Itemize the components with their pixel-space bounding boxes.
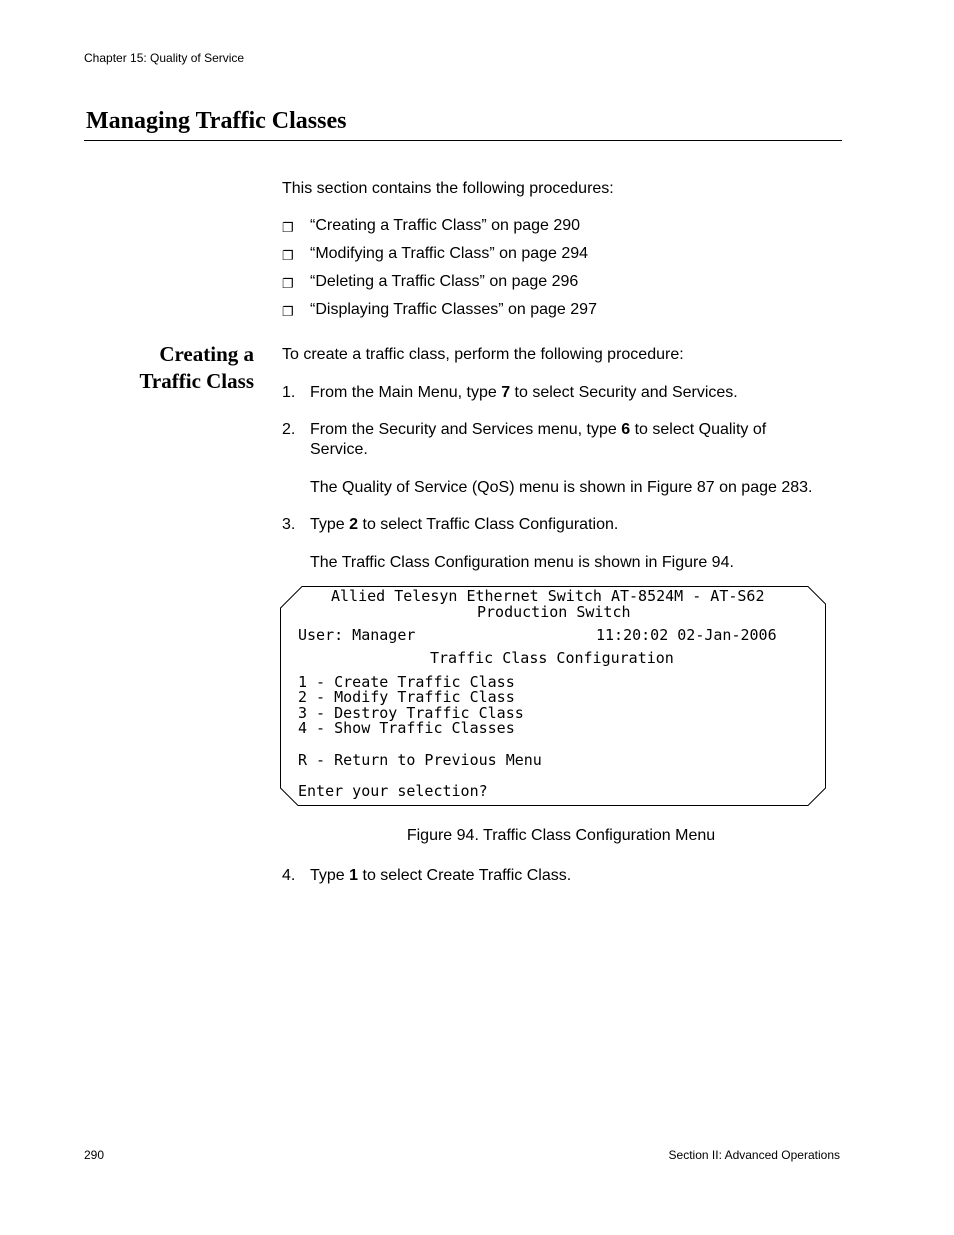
- step-text-post: to select Traffic Class Configuration.: [358, 516, 619, 533]
- step-text: [310, 383, 738, 403]
- step-key: 1: [349, 867, 359, 884]
- terminal-prompt: Enter your selection?: [298, 782, 488, 800]
- procedure-link[interactable]: “Modifying a Traffic Class” on page 294: [310, 245, 589, 262]
- procedure-link[interactable]: “Deleting a Traffic Class” on page 296: [310, 273, 579, 290]
- terminal-subtitle: Production Switch: [477, 603, 631, 621]
- page-number: 290: [84, 1148, 105, 1162]
- section-heading-line: Creating a: [159, 342, 254, 366]
- step-text: [310, 866, 571, 886]
- step-text-pre: Type: [310, 867, 350, 884]
- step-key: 7: [501, 384, 511, 401]
- terminal-title: Allied Telesyn Ethernet Switch AT-8524M - AT-S62: [331, 587, 765, 605]
- terminal-menu-title: Traffic Class Configuration: [430, 649, 674, 667]
- checkbox-bullet-icon: ❐: [282, 276, 294, 291]
- procedure-link[interactable]: “Creating a Traffic Class” on page 290: [310, 217, 581, 234]
- step-key: 2: [349, 516, 359, 533]
- intro-text: This section contains the following procedures:: [282, 180, 614, 197]
- section-lead: To create a traffic class, perform the following procedure:: [282, 346, 684, 363]
- page-title: Managing Traffic Classes: [86, 108, 347, 134]
- step-text-pre: Type: [310, 516, 350, 533]
- step-key: 6: [621, 421, 631, 438]
- step-text-post: to select Quality of: [630, 421, 767, 438]
- step-number: 3.: [282, 516, 296, 533]
- step-text: [310, 420, 766, 440]
- step-2-note: The Quality of Service (QoS) menu is shown in Figure 87 on page 283.: [310, 479, 813, 496]
- step-number: 2.: [282, 421, 296, 438]
- footer-section: Section II: Advanced Operations: [668, 1148, 840, 1162]
- step-text-continued: Service.: [310, 441, 368, 458]
- running-head: Chapter 15: Quality of Service: [84, 51, 245, 65]
- checkbox-bullet-icon: ❐: [282, 220, 294, 235]
- step-text-pre: From the Main Menu, type: [310, 384, 502, 401]
- section-heading: [139, 341, 254, 395]
- step-text-post: to select Create Traffic Class.: [358, 867, 572, 884]
- procedure-link[interactable]: “Displaying Traffic Classes” on page 297: [310, 301, 597, 318]
- step-number: 1.: [282, 384, 296, 401]
- terminal-user: User: Manager: [298, 626, 416, 644]
- checkbox-bullet-icon: ❐: [282, 248, 294, 263]
- terminal-menu-item: 3 - Destroy Traffic Class: [298, 704, 524, 722]
- step-text-post: to select Security and Services.: [510, 384, 738, 401]
- step-3-note: The Traffic Class Configuration menu is shown in Figure 94.: [310, 554, 734, 571]
- terminal-screen: [280, 586, 826, 806]
- step-number: 4.: [282, 867, 296, 884]
- terminal-menu-item: 1 - Create Traffic Class: [298, 673, 515, 691]
- step-text-pre: From the Security and Services menu, type: [310, 421, 622, 438]
- terminal-datetime: 11:20:02 02-Jan-2006: [596, 626, 777, 644]
- checkbox-bullet-icon: ❐: [282, 304, 294, 319]
- terminal-menu-item: 4 - Show Traffic Classes: [298, 719, 515, 737]
- terminal-return-item: R - Return to Previous Menu: [298, 751, 542, 769]
- section-heading-line: Traffic Class: [139, 369, 254, 393]
- step-text: [310, 515, 618, 535]
- figure-caption: Figure 94. Traffic Class Configuration Menu: [406, 827, 716, 844]
- terminal-menu-item: 2 - Modify Traffic Class: [298, 688, 515, 706]
- title-rule: [84, 140, 842, 141]
